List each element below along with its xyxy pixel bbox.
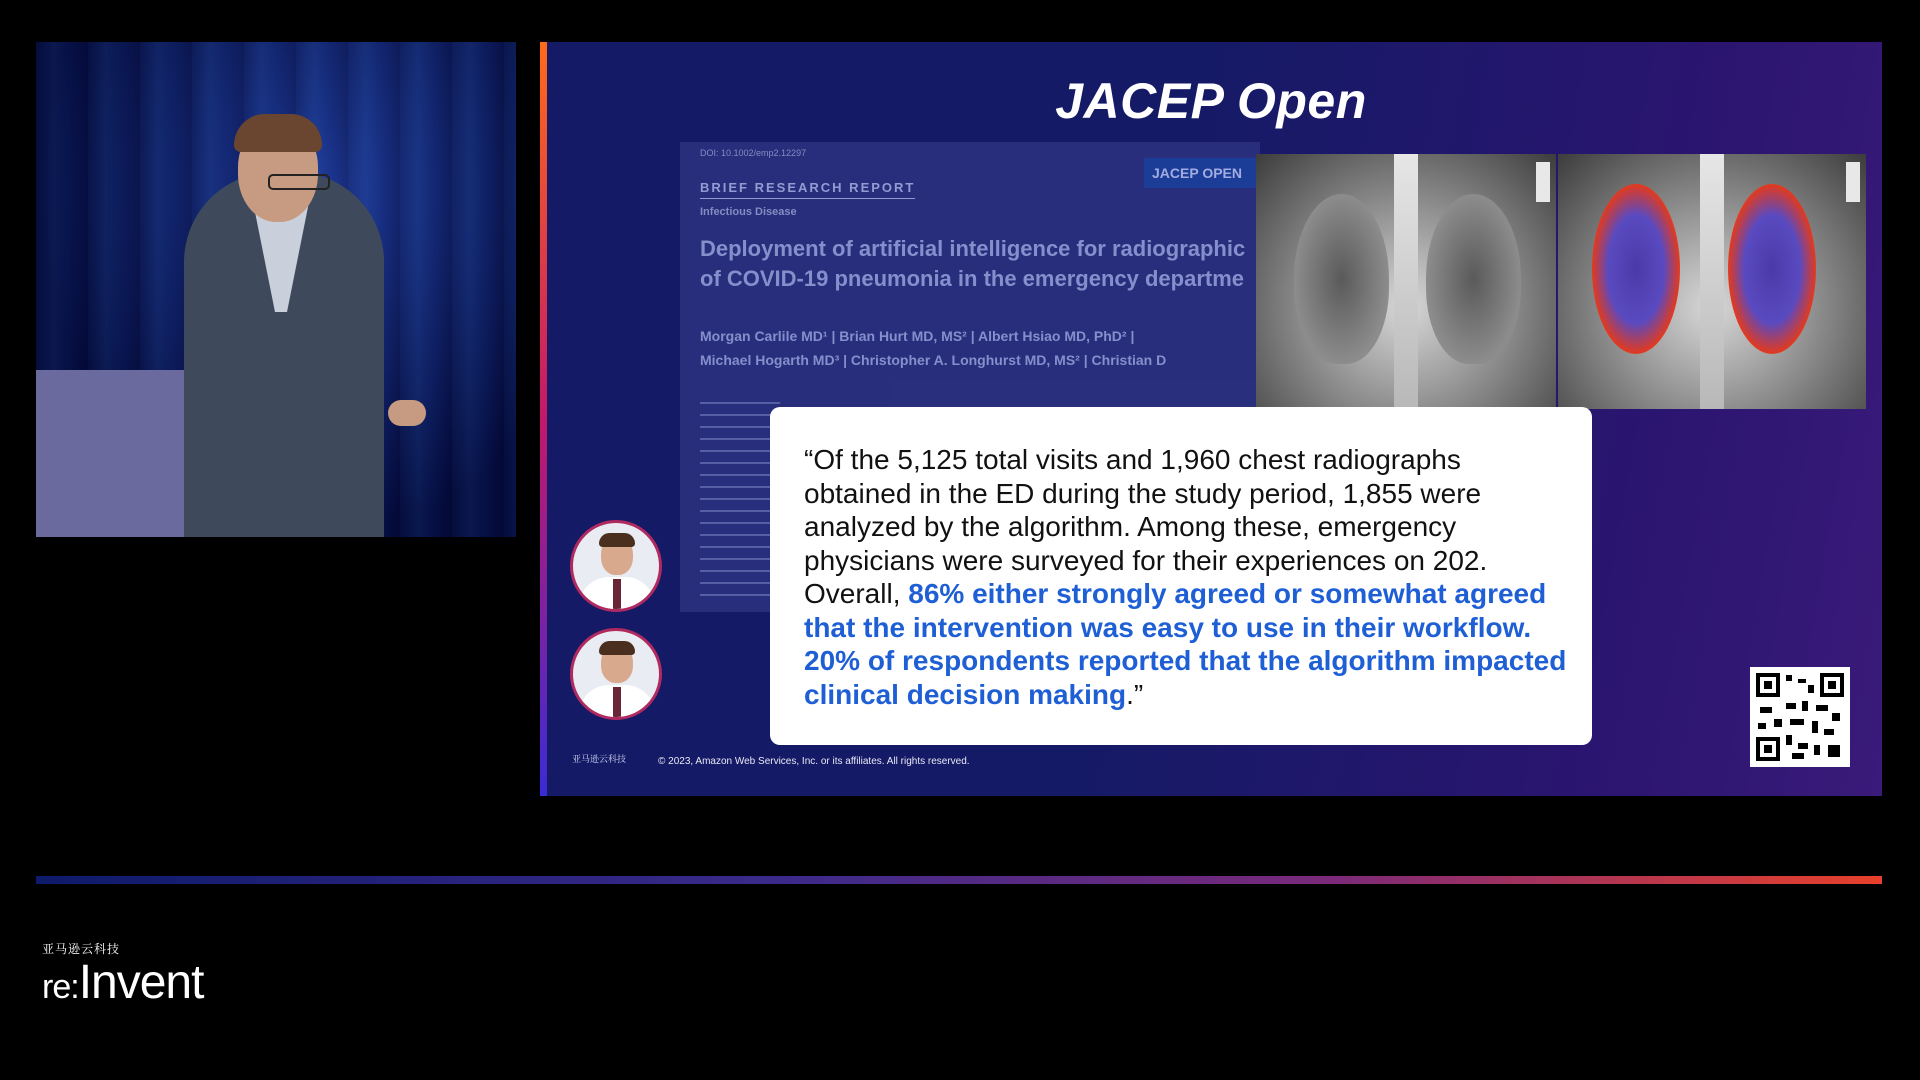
paper-authors [700, 324, 1260, 372]
slide-title [540, 72, 1882, 130]
doctor-avatar-1 [570, 520, 662, 612]
heatmap-lung-left [1728, 184, 1816, 354]
avatar-hair [599, 533, 635, 547]
paper-authors-line-2: Michael Hogarth MD³ | Christopher A. Longhurst MD, MS² | Christian D [700, 352, 1167, 368]
gradient-divider [36, 876, 1882, 884]
xray-spine [1394, 154, 1418, 409]
slide-accent-edge [540, 42, 547, 796]
xray-lung-right [1294, 194, 1389, 364]
xray-lung-left [1426, 194, 1521, 364]
reinvent-logo [42, 956, 204, 1011]
copyright-text: © 2023, Amazon Web Services, Inc. or its affiliates. All rights reserved. [658, 756, 970, 767]
chest-xray-original [1256, 154, 1556, 409]
paper-section: BRIEF RESEARCH REPORT [700, 180, 915, 199]
speaker-hand [388, 400, 426, 426]
paper-doi: DOI: 10.1002/emp2.12297 [700, 148, 807, 158]
avatar-tie [613, 687, 621, 717]
quote-text [804, 443, 1574, 711]
journal-badge: JACEP OPEN [1144, 158, 1272, 188]
avatar-hair [599, 641, 635, 655]
reinvent-invent: Invent [78, 956, 204, 1009]
slide-title-text: JACEP Open [1055, 73, 1367, 129]
doctor-avatar-2 [570, 628, 662, 720]
xray-marker [1846, 162, 1860, 202]
xray-spine [1700, 154, 1725, 409]
chest-xray-heatmap [1558, 154, 1866, 409]
quote-highlight: 86% either strongly agreed or somewhat agreed that the intervention was easy to use in their workflow. 20% of respondents reported that the algorithm impacted clinical decision making [804, 578, 1567, 710]
quote-box [770, 407, 1592, 745]
quote-plain: “Of the 5,125 total visits and 1,960 chest radiographs obtained in the ED during the study period, 1,855 were analyzed by the algorithm. Among these, emergency physicians were surveyed for their experiences on 202. Overall, [804, 444, 1488, 609]
xray-marker [1536, 162, 1550, 202]
heatmap-lung-right [1592, 184, 1680, 354]
quote-end: .” [1126, 678, 1144, 710]
speaker-video [36, 42, 516, 537]
reinvent-brand [42, 940, 203, 1011]
speaker-glasses [268, 174, 330, 190]
paper-title [700, 234, 1260, 294]
paper-subsection: Infectious Disease [700, 206, 797, 218]
presentation-slide [540, 42, 1882, 796]
paper-affiliations [700, 402, 780, 602]
paper-authors-line-1: Morgan Carlile MD¹ | Brian Hurt MD, MS² | Albert Hsiao MD, PhD² | [700, 328, 1135, 344]
qr-code-icon [1756, 673, 1844, 761]
avatar-tie [613, 579, 621, 609]
paper-title-line-2: of COVID-19 pneumonia in the emergency departme [700, 266, 1245, 291]
qr-code [1750, 667, 1850, 767]
amazon-logo-small: 亚马逊云科技 [572, 754, 627, 764]
paper-title-line-1: Deployment of artificial intelligence for radiographic [700, 236, 1246, 261]
brand-cn: 亚马逊云科技 [42, 942, 121, 956]
reinvent-re: re: [42, 968, 79, 1006]
speaker-hair [234, 114, 322, 152]
